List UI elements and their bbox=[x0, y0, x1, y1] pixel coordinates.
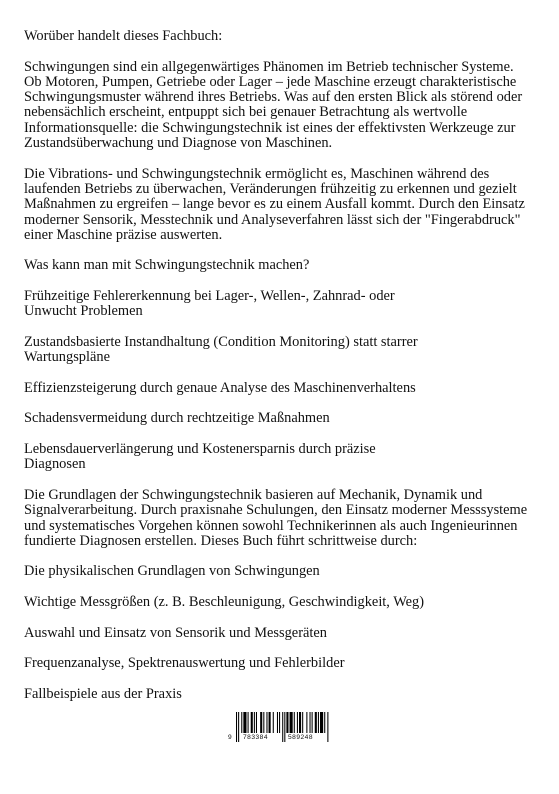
barcode-bar bbox=[273, 712, 274, 733]
barcode-first-digit: 9 bbox=[228, 734, 232, 741]
barcode-bar bbox=[243, 712, 246, 733]
barcode-bar bbox=[286, 712, 288, 733]
isbn-barcode bbox=[226, 712, 334, 756]
barcode-bar bbox=[310, 712, 311, 733]
barcode-left-group: 783384 bbox=[243, 734, 269, 741]
barcode-bar bbox=[260, 712, 262, 733]
benefit-item-condition-monitoring: Zustandsbasierte Instandhaltung (Condition Monitoring) statt starrer Wartungspläne bbox=[24, 333, 418, 366]
barcode-bar bbox=[312, 712, 313, 733]
barcode-bar bbox=[254, 712, 255, 733]
barcode-bar bbox=[279, 712, 280, 733]
barcode-digits bbox=[226, 733, 334, 743]
barcode-bar bbox=[263, 712, 264, 733]
barcode-bar bbox=[324, 712, 325, 733]
topic-item-physics: Die physikalischen Grundlagen von Schwingungen bbox=[24, 563, 320, 580]
barcode-bar bbox=[306, 712, 307, 733]
barcode-bar bbox=[294, 712, 295, 733]
barcode-bar bbox=[297, 712, 298, 733]
heading-about-book: Worüber handelt dieses Fachbuch: bbox=[24, 28, 223, 44]
barcode-bar bbox=[277, 712, 278, 733]
intro-paragraph: Schwingungen sind ein allgegenwärtiges Phänomen im Betrieb technischer Systeme. Ob Motoren, Pumpen, Getriebe oder Lager – jede Maschine erzeugt charakteristische Schwingungsmuster während ihres Betriebs. Was auf den ersten Blick als störend oder nebensächlich erscheint, entpuppt sich bei genauer Betrachtung als wertvolle Informationsquelle: die Schwingungstechnik ist eines der effektivsten Werkzeuge zur Zustandsüberwachung und Diagnose von Maschinen. bbox=[24, 58, 523, 152]
barcode-bar bbox=[299, 712, 301, 733]
topic-item-frequency-analysis: Frequenzanalyse, Spektrenauswertung und Fehlerbilder bbox=[24, 655, 345, 672]
benefit-item-efficiency: Effizienzsteigerung durch genaue Analyse des Maschinenverhaltens bbox=[24, 379, 416, 396]
barcode-bar bbox=[269, 712, 271, 733]
barcode-bar bbox=[256, 712, 257, 733]
barcode-bar bbox=[318, 712, 319, 733]
fundamentals-paragraph: Die Grundlagen der Schwingungstechnik basieren auf Mechanik, Dynamik und Signalverarbeitung. Durch praxisnahe Schulungen, den Einsatz moderner Messsysteme und systematisches Vorgehen können sowohl Technikerinnen als auch Ingenieurinnen fundierte Diagnosen erstellen. Dieses Buch führt schrittweise durch: bbox=[24, 486, 528, 549]
benefit-item-lifetime: Lebensdauerverlängerung und Kostenersparnis durch präzise Diagnosen bbox=[24, 441, 376, 473]
barcode-bar bbox=[302, 712, 303, 733]
barcode-bar bbox=[241, 712, 242, 733]
barcode-bar bbox=[290, 712, 293, 733]
benefit-item-damage-prevention: Schadensvermeidung durch rechtzeitige Maßnahmen bbox=[24, 410, 330, 427]
topic-item-measurands: Wichtige Messgrößen (z. B. Beschleunigung, Geschwindigkeit, Weg) bbox=[24, 593, 425, 610]
benefit-item-early-detection: Frühzeitige Fehlererkennung bei Lager-, Wellen-, Zahnrad- oder Unwucht Problemen bbox=[24, 288, 395, 320]
barcode-bar bbox=[251, 712, 253, 733]
barcode-bar bbox=[320, 712, 323, 733]
vibration-technology-paragraph: Die Vibrations- und Schwingungstechnik ermöglicht es, Maschinen während des laufenden Betriebs zu überwachen, Veränderungen frühzeitig zu erkennen und gezielt Maßnahmen zu ergreifen – lange bevor es zu einem Ausfall kommt. Durch den Einsatz moderner Sensorik, Messtechnik und Analyseverfahren lässt sich der "Fingerabdruck" einer Maschine präzise auswerten. bbox=[24, 165, 525, 243]
barcode-bar bbox=[315, 712, 317, 733]
question-heading: Was kann man mit Schwingungstechnik machen? bbox=[24, 257, 310, 274]
topic-item-case-studies: Fallbeispiele aus der Praxis bbox=[24, 685, 182, 702]
back-cover-text bbox=[24, 29, 536, 717]
barcode-right-group: 589248 bbox=[288, 734, 314, 741]
barcode-bar bbox=[266, 712, 267, 733]
topic-item-sensors: Auswahl und Einsatz von Sensorik und Messgeräten bbox=[24, 624, 327, 641]
barcode-bar bbox=[248, 712, 249, 733]
